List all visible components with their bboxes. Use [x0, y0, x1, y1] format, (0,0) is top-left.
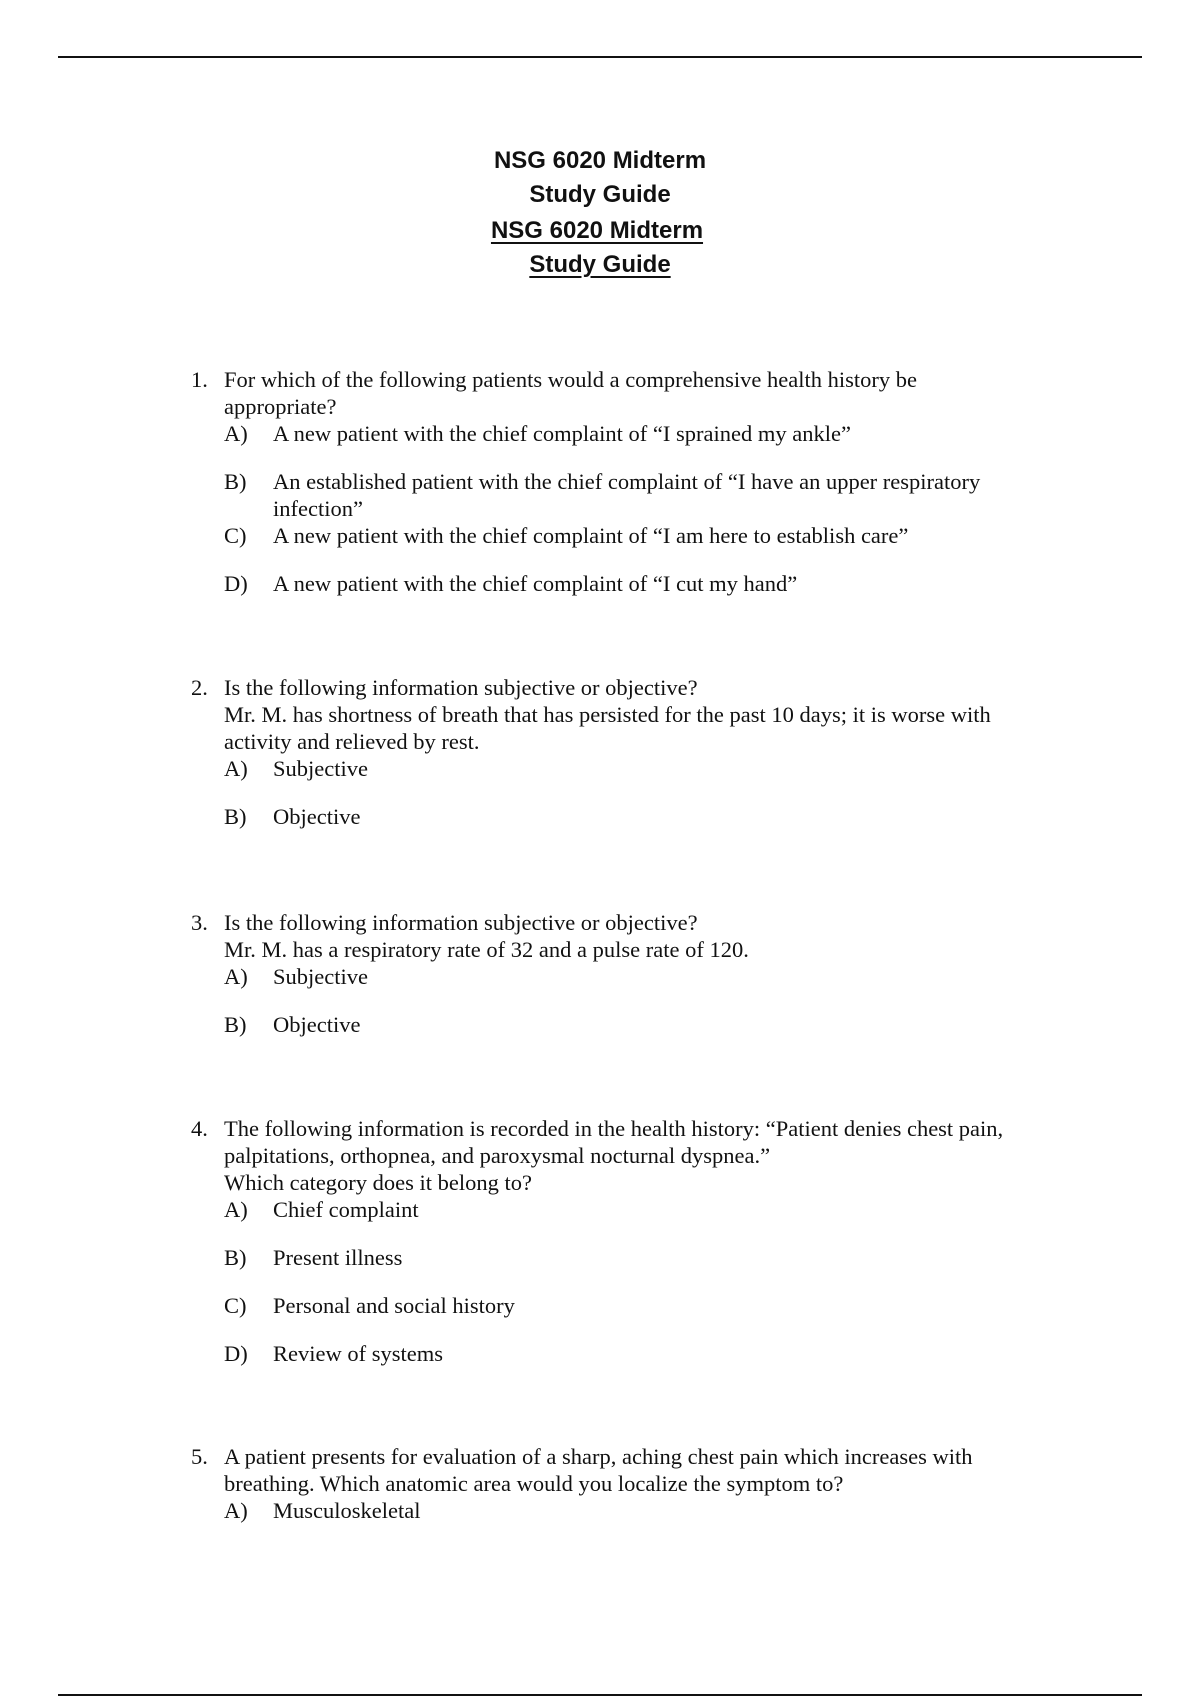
option-letter: B)	[224, 1245, 247, 1270]
option-letter: D)	[224, 1341, 248, 1366]
question-text-line: breathing. Which anatomic area would you localize the symptom to?	[224, 1471, 844, 1496]
question-number: 3.	[191, 910, 208, 935]
option-b	[224, 468, 1053, 522]
question-text-line: palpitations, orthopnea, and paroxysmal nocturnal dyspnea.”	[224, 1143, 771, 1168]
option-d	[224, 1340, 1071, 1367]
option-text: Personal and social history	[273, 1293, 515, 1318]
question-text-line: Is the following information subjective or objective?	[224, 910, 698, 935]
option-text: A new patient with the chief complaint of “I sprained my ankle”	[273, 421, 851, 446]
question-text-line: activity and relieved by rest.	[224, 729, 480, 754]
option-a	[224, 963, 1071, 990]
option-letter: C)	[224, 523, 247, 548]
option-b	[224, 1011, 1071, 1038]
option-letter: D)	[224, 571, 248, 596]
option-letter: A)	[224, 1197, 248, 1222]
option-letter: C)	[224, 1293, 247, 1318]
option-a	[224, 755, 1071, 782]
title-line-3-underlined: NSG 6020 Midterm	[490, 217, 704, 244]
question-1	[191, 366, 1071, 597]
document-title-block	[0, 144, 1200, 282]
title-line-1: NSG 6020 Midterm	[493, 147, 707, 174]
option-text: Musculoskeletal	[273, 1498, 421, 1523]
option-a	[224, 1196, 1071, 1223]
option-a	[224, 1497, 1071, 1524]
option-d	[224, 570, 1071, 597]
question-text-line: Mr. M. has shortness of breath that has persisted for the past 10 days; it is worse with	[224, 702, 991, 727]
question-number: 5.	[191, 1444, 208, 1469]
question-2	[191, 674, 1071, 830]
question-text-line: The following information is recorded in the health history: “Patient denies chest pain,	[224, 1116, 1004, 1141]
option-b	[224, 1244, 1071, 1271]
option-b	[224, 803, 1071, 830]
option-text: Objective	[273, 804, 361, 829]
option-text: A new patient with the chief complaint of “I am here to establish care”	[273, 523, 909, 548]
question-text-line: Mr. M. has a respiratory rate of 32 and a pulse rate of 120.	[224, 937, 749, 962]
option-text: Subjective	[273, 964, 368, 989]
option-c	[224, 522, 1071, 549]
title-line-2: Study Guide	[529, 181, 671, 208]
option-letter: A)	[224, 1498, 248, 1523]
question-text-line: appropriate?	[224, 394, 337, 419]
question-text-line: Which category does it belong to?	[224, 1170, 533, 1195]
question-text-line: For which of the following patients would a comprehensive health history be	[224, 367, 917, 392]
question-3	[191, 909, 1071, 1038]
option-a	[224, 420, 1071, 447]
option-text: Chief complaint	[273, 1197, 419, 1222]
option-letter: A)	[224, 421, 248, 446]
option-letter: A)	[224, 964, 248, 989]
option-letter: B)	[224, 1012, 247, 1037]
question-text-line: Is the following information subjective or objective?	[224, 675, 698, 700]
header-rule	[58, 56, 1142, 58]
option-text: Review of systems	[273, 1341, 443, 1366]
option-text: A new patient with the chief complaint of “I cut my hand”	[273, 571, 798, 596]
footer-rule	[58, 1694, 1142, 1696]
title-line-4-underlined: Study Guide	[529, 251, 671, 278]
option-letter: A)	[224, 756, 248, 781]
question-number: 1.	[191, 367, 208, 392]
option-letter: B)	[224, 804, 247, 829]
question-text-line: A patient presents for evaluation of a sharp, aching chest pain which increases with	[224, 1444, 973, 1469]
option-c	[224, 1292, 1071, 1319]
option-text: An established patient with the chief complaint of “I have an upper respiratory infection”	[273, 469, 981, 521]
question-5	[191, 1443, 1071, 1524]
option-text: Subjective	[273, 756, 368, 781]
question-number: 2.	[191, 675, 208, 700]
question-4	[191, 1115, 1071, 1367]
option-text: Present illness	[273, 1245, 403, 1270]
option-letter: B)	[224, 469, 247, 494]
question-number: 4.	[191, 1116, 208, 1141]
option-text: Objective	[273, 1012, 361, 1037]
